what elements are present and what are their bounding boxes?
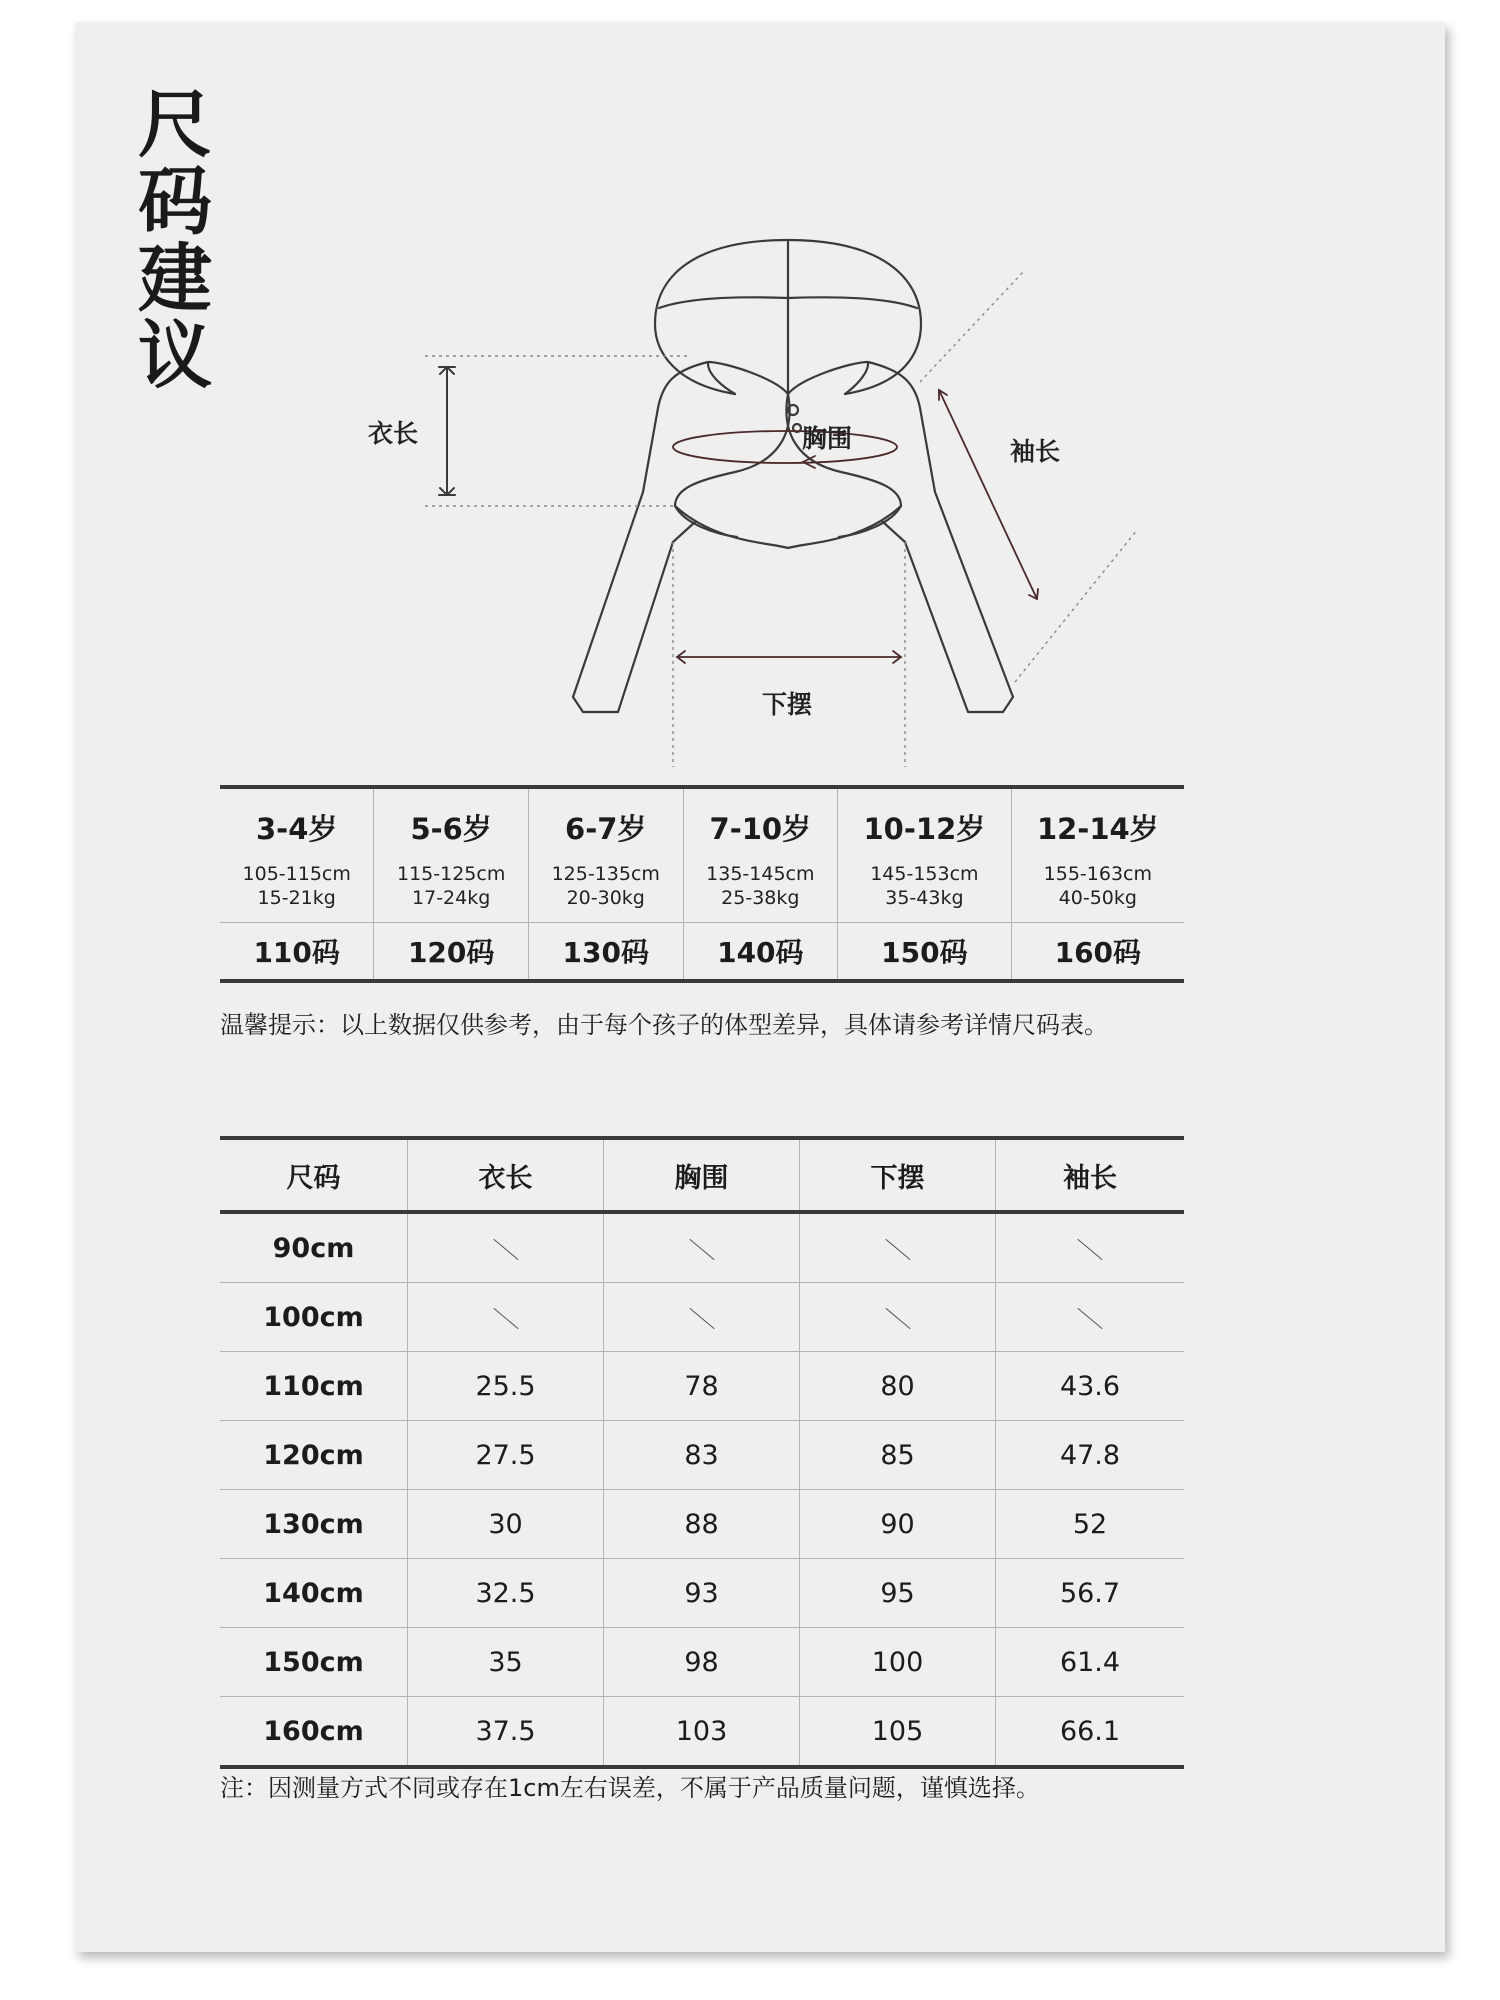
measurement-cell: 61.4 — [996, 1628, 1185, 1697]
slash-icon — [1077, 1307, 1102, 1328]
size-column — [1011, 787, 1184, 923]
table-row — [220, 923, 1184, 982]
guide-line — [920, 272, 1023, 382]
table-row — [220, 1352, 1184, 1421]
measurement-cell: 100 — [800, 1628, 996, 1697]
size-cell: 120cm — [220, 1421, 408, 1490]
table-row — [220, 1283, 1184, 1352]
left-sleeve-inner — [673, 522, 695, 542]
height-range: 125-135cm — [551, 863, 660, 885]
table-row — [220, 1421, 1184, 1490]
not-available-cell — [408, 1212, 604, 1283]
size-code: 110码 — [220, 923, 374, 982]
table-row — [220, 787, 1184, 923]
weight-range: 17-24kg — [412, 887, 491, 909]
measurement-cell: 90 — [800, 1490, 996, 1559]
not-available-cell — [800, 1212, 996, 1283]
measurement-cell: 85 — [800, 1421, 996, 1490]
right-sleeve-inner — [883, 522, 905, 542]
table-row — [220, 1490, 1184, 1559]
size-column — [683, 787, 838, 923]
table-row — [220, 1212, 1184, 1283]
not-available-cell — [604, 1283, 800, 1352]
left-sleeve-outline — [573, 362, 708, 712]
size-cell: 130cm — [220, 1490, 408, 1559]
size-code: 120码 — [374, 923, 529, 982]
measurement-cell: 25.5 — [408, 1352, 604, 1421]
height-range: 155-163cm — [1043, 863, 1152, 885]
not-available-cell — [800, 1283, 996, 1352]
measurement-cell: 78 — [604, 1352, 800, 1421]
measurement-cell: 35 — [408, 1628, 604, 1697]
measurement-cell: 30 — [408, 1490, 604, 1559]
title-char: 议 — [138, 313, 212, 399]
height-range: 115-125cm — [396, 863, 506, 885]
measurement-cell: 105 — [800, 1697, 996, 1768]
height-range: 135-145cm — [706, 863, 815, 885]
slash-icon — [493, 1238, 518, 1259]
title-char: 尺 — [138, 82, 212, 168]
garment-diagram — [75, 22, 1445, 782]
age-range: 10-12岁 — [863, 812, 986, 846]
not-available-cell — [996, 1212, 1185, 1283]
size-code: 160码 — [1054, 936, 1142, 969]
title-char: 码 — [138, 159, 212, 245]
height-range: 105-115cm — [242, 863, 351, 885]
measurement-cell: 52 — [996, 1490, 1185, 1559]
age-range: 7-10岁 — [709, 812, 812, 846]
size-column — [528, 787, 683, 923]
front-curve-right — [786, 394, 901, 548]
not-available-cell — [408, 1283, 604, 1352]
measurement-cell: 43.6 — [996, 1352, 1185, 1421]
table-row — [220, 1697, 1184, 1768]
size-cell: 90cm — [220, 1212, 408, 1283]
weight-range: 15-21kg — [257, 887, 336, 909]
age-range: 6-7岁 — [565, 812, 647, 846]
size-cell: 100cm — [220, 1283, 408, 1352]
label-hem: 下摆 — [762, 690, 813, 719]
measurement-cell: 80 — [800, 1352, 996, 1421]
age-range: 5-6岁 — [410, 812, 492, 846]
age-range: 3-4岁 — [255, 812, 338, 846]
label-sleeve: 袖长 — [1010, 437, 1061, 466]
size-cell: 160cm — [220, 1697, 408, 1768]
column-header: 胸围 — [604, 1138, 800, 1212]
slash-icon — [689, 1307, 714, 1328]
slash-icon — [885, 1238, 910, 1259]
table-header-row — [220, 1138, 1184, 1212]
label-chest: 胸围 — [802, 424, 853, 453]
label-length: 衣长 — [368, 419, 419, 448]
slash-icon — [1077, 1238, 1102, 1259]
measurement-cell: 32.5 — [408, 1559, 604, 1628]
measurement-cell: 47.8 — [996, 1421, 1185, 1490]
size-code: 130码 — [528, 923, 683, 982]
measurement-cell: 98 — [604, 1628, 800, 1697]
slash-icon — [493, 1307, 518, 1328]
size-column — [220, 787, 374, 923]
column-header: 袖长 — [996, 1138, 1185, 1212]
table-row — [220, 1628, 1184, 1697]
not-available-cell — [604, 1212, 800, 1283]
hem-outline-right — [839, 506, 901, 537]
size-column — [838, 787, 1012, 923]
size-column — [374, 787, 529, 923]
weight-range: 35-43kg — [885, 887, 964, 909]
measurement-cell: 95 — [800, 1559, 996, 1628]
sleeve-arrow — [939, 390, 1037, 599]
tip-text: 温馨提示：以上数据仅供参考，由于每个孩子的体型差异，具体请参考详情尺码表。 — [220, 1011, 1108, 1039]
size-chart-table — [220, 1136, 1184, 1769]
size-cell: 150cm — [220, 1628, 408, 1697]
measurement-cell: 37.5 — [408, 1697, 604, 1768]
not-available-cell — [996, 1283, 1185, 1352]
size-code: 140码 — [683, 923, 838, 982]
measurement-cell: 103 — [604, 1697, 800, 1768]
title-char: 建 — [138, 236, 212, 322]
weight-range: 25-38kg — [721, 887, 800, 909]
weight-range: 20-30kg — [566, 887, 645, 909]
size-cell: 140cm — [220, 1559, 408, 1628]
column-header: 下摆 — [800, 1138, 996, 1212]
measurement-cell: 27.5 — [408, 1421, 604, 1490]
right-sleeve-outline — [868, 362, 1013, 712]
table-row — [220, 1559, 1184, 1628]
size-suggestion-table — [220, 785, 1184, 983]
slash-icon — [885, 1307, 910, 1328]
guide-line — [1015, 530, 1137, 682]
weight-range: 40-50kg — [1058, 887, 1137, 909]
column-header: 衣长 — [408, 1138, 604, 1212]
height-range: 145-153cm — [870, 863, 979, 885]
column-header: 尺码 — [220, 1138, 408, 1212]
size-cell: 110cm — [220, 1352, 408, 1421]
size-code: 150码 — [838, 923, 1012, 982]
age-range: 12-14岁 — [1036, 812, 1159, 846]
measurement-cell: 88 — [604, 1490, 800, 1559]
measurement-cell: 83 — [604, 1421, 800, 1490]
slash-icon — [689, 1238, 714, 1259]
footnote: 注：因测量方式不同或存在1cm左右误差，不属于产品质量问题，谨慎选择。 — [220, 1774, 1040, 1802]
measurement-cell: 66.1 — [996, 1697, 1185, 1768]
measurement-cell: 93 — [604, 1559, 800, 1628]
measurement-cell: 56.7 — [996, 1559, 1185, 1628]
